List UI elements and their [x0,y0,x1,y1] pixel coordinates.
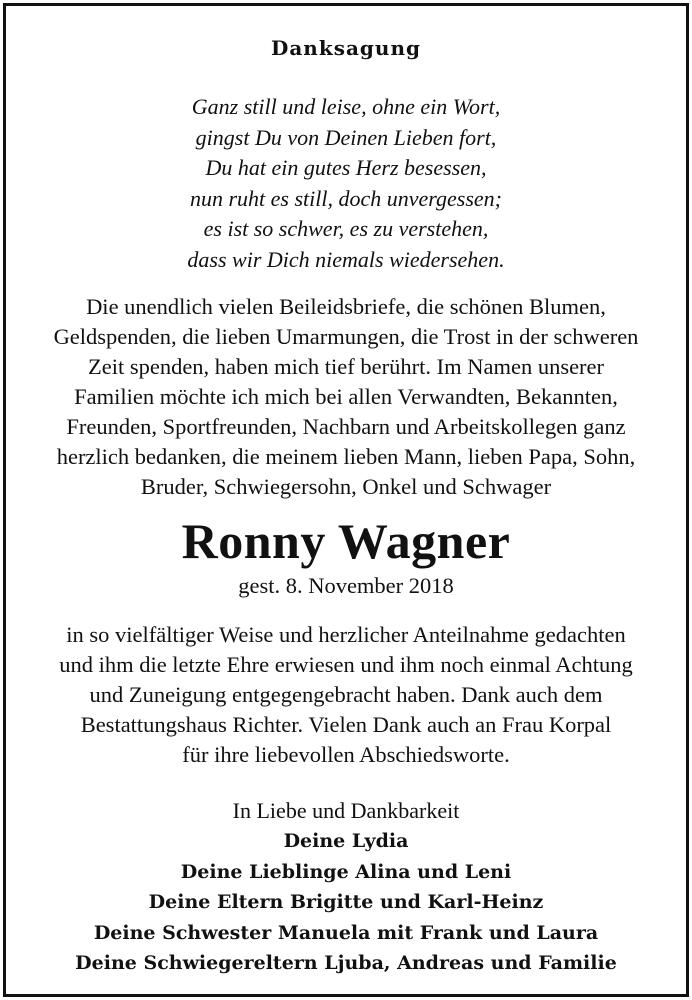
paragraph-line: Die unendlich vielen Beileidsbriefe, die schönen Blumen, [86,294,606,319]
poem-line: Ganz still und leise, ohne ein Wort, [191,94,501,119]
paragraph-line: Bruder, Schwiegersohn, Onkel und Schwager [140,474,552,499]
paragraph-line: und Zuneigung entgegengebracht haben. Dank auch dem [89,682,603,707]
closing-line: In Liebe und Dankbarkeit [232,798,460,823]
poem-line: Du hat ein gutes Herz besessen, [205,155,487,180]
paragraph-line: Freunden, Sportfreunden, Nachbarn und Arbeitskollegen ganz [66,414,626,439]
deceased-name: Ronny Wagner [181,513,511,569]
signer: Deine Lydia [283,830,409,852]
signers-list [6,826,686,979]
signer: Deine Eltern Brigitte und Karl-Heinz [148,891,544,913]
poem-line: dass wir Dich niemals wiedersehen. [187,246,505,272]
notice-border-frame [3,3,689,997]
paragraph-line: Bestattungshaus Richter. Vielen Dank auch an Frau Korpal [80,712,612,737]
signer: Deine Lieblinge Alina und Leni [180,860,512,883]
signer: Deine Schwiegereltern Ljuba, Andreas und Familie [75,952,617,974]
paragraph-line: und ihm die letzte Ehre erwiesen und ihm noch einmal Achtung [59,652,633,677]
notice-content [6,6,686,994]
paragraph-line: Familien möchte ich mich bei allen Verwandten, Bekannten, [74,384,618,409]
notice-heading: Danksagung [271,36,421,60]
thanks-paragraph [6,292,686,502]
poem-line: nun ruht es still, doch unvergessen; [189,185,503,211]
signer: Deine Schwester Manuela mit Frank und Laura [93,921,599,944]
poem-line: es ist so schwer, es zu verstehen, [203,216,489,241]
poem-line: gingst Du von Deinen Lieben fort, [195,124,497,150]
paragraph-line: herzlich bedanken, die meinem lieben Mann, lieben Papa, Sohn, [56,444,636,469]
paragraph-line: für ihre liebevollen Abschiedsworte. [182,742,510,767]
paragraph-line: in so vielfältiger Weise und herzlicher Anteilnahme gedachten [66,622,626,647]
paragraph-line: Geldspenden, die lieben Umarmungen, die Trost in der schweren [53,324,639,349]
paragraph-line: Zeit spenden, haben mich tief berührt. Im Namen unserer [87,354,605,379]
thanks-paragraph-continued [6,620,686,770]
death-date: gest. 8. November 2018 [238,573,454,598]
poem [6,92,686,275]
